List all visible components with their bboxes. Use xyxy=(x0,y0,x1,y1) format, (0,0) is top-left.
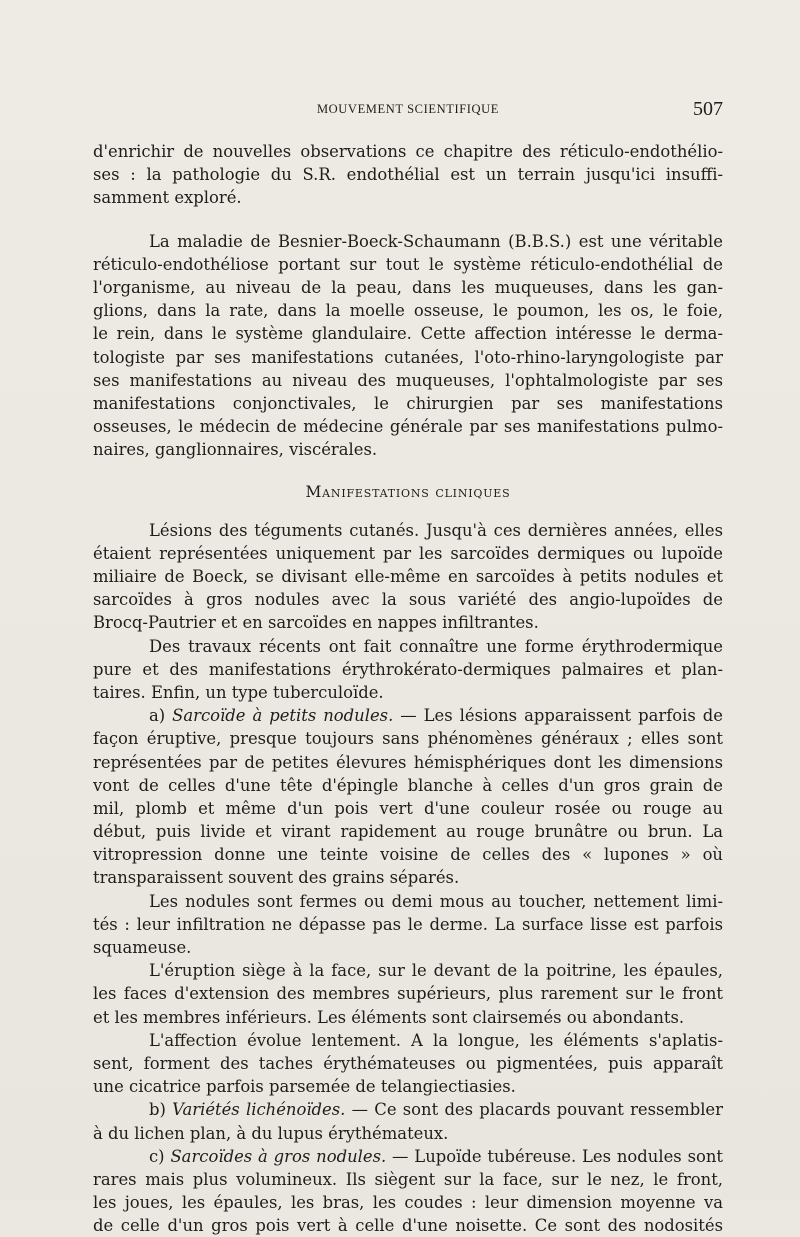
text-line: Brocq-Pautrier et en sarcoïdes en nappes infiltrantes. xyxy=(93,613,539,633)
text-line: sarcoïdes à gros nodules avec la sous variété des angio-lupoïdes de xyxy=(93,590,723,610)
item-marker: a) xyxy=(149,706,173,726)
text-line: Des travaux récents ont fait connaître une forme érythrodermique xyxy=(149,636,723,656)
text-line: et les membres inférieurs. Les éléments sont clairsemés ou abondants. xyxy=(93,1007,685,1027)
text-line: tologiste par ses manifestations cutanées, l'oto-rhino-laryngologiste par xyxy=(93,347,723,367)
text-line: une cicatrice parfois parsemée de telangiectiasies. xyxy=(93,1077,516,1097)
page-number: 507 xyxy=(693,98,723,120)
text-line: de celle d'un gros pois vert à celle d'une noisette. Ce sont des nodosités xyxy=(93,1216,723,1236)
item-marker: c) xyxy=(149,1146,171,1166)
item-heading: Sarcoïdes à gros nodules. xyxy=(170,1146,387,1166)
page-header xyxy=(93,98,723,122)
text-line: tés : leur infiltration ne dépasse pas le derme. La surface lisse est parfois xyxy=(93,914,723,934)
text-line: représentées par de petites élevures hémisphériques dont les dimensions xyxy=(93,752,723,772)
text-line: ses : la pathologie du S.R. endothélial est un terrain jusqu'ici insuffi- xyxy=(93,165,723,185)
item-text: — Les lésions apparaissent parfois de xyxy=(393,706,723,726)
text-line: manifestations conjonctivales, le chirurgien par ses manifestations xyxy=(93,393,723,413)
text-line: le rein, dans le système glandulaire. Cette affection intéresse le derma- xyxy=(93,324,723,344)
text-line: mil, plomb et même d'un pois vert d'une couleur rosée ou rouge au xyxy=(93,798,723,818)
text-line: vitropression donne une teinte voisine de celles des « lupones » où xyxy=(93,845,723,865)
text-line: glions, dans la rate, dans la moelle osseuse, le poumon, les os, le foie, xyxy=(93,301,723,321)
text-line: samment exploré. xyxy=(93,188,242,208)
text-line xyxy=(93,704,723,727)
text-line: naires, ganglionnaires, viscérales. xyxy=(93,440,378,460)
text-line: squameuse. xyxy=(93,938,192,957)
text-line: L'éruption siège à la face, sur le devant de la poitrine, les épaules, xyxy=(149,961,723,981)
text-line: La maladie de Besnier-Boeck-Schaumann (B.B.S.) est une véritable xyxy=(149,231,723,251)
text-line: Lésions des téguments cutanés. Jusqu'à ces dernières années, elles xyxy=(149,520,723,540)
item-text: — Lupoïde tubéreuse. Les nodules sont xyxy=(386,1146,723,1166)
text-line: façon éruptive, presque toujours sans phénomènes généraux ; elles sont xyxy=(93,729,723,749)
text-line: les faces d'extension des membres supérieurs, plus rarement sur le front xyxy=(93,984,723,1004)
text-line: étaient représentées uniquement par les sarcoïdes dermiques ou lupoïde xyxy=(93,543,723,563)
text-line: ses manifestations au niveau des muqueuses, l'ophtalmologiste par ses xyxy=(93,370,723,390)
text-line: à du lichen plan, à du lupus érythémateux. xyxy=(93,1123,449,1143)
text-line: Les nodules sont fermes ou demi mous au toucher, nettement limi- xyxy=(149,891,723,911)
body-text xyxy=(93,140,723,1237)
item-text: — Ce sont des placards pouvant ressembler xyxy=(345,1100,723,1120)
running-head: MOUVEMENT SCIENTIFIQUE xyxy=(316,102,500,116)
text-line: sent, forment des taches érythémateuses ou pigmentées, puis apparaît xyxy=(93,1053,723,1073)
text-line: les joues, les épaules, les bras, les coudes : leur dimension moyenne va xyxy=(93,1193,723,1213)
text-line: pure et des manifestations érythrokérato-dermiques palmaires et plan- xyxy=(93,659,723,679)
text-line: osseuses, le médecin de médecine générale par ses manifestations pulmo- xyxy=(93,417,723,437)
text-line xyxy=(93,1098,723,1121)
text-line: l'organisme, au niveau de la peau, dans les muqueuses, dans les gan- xyxy=(93,277,723,297)
text-line: miliaire de Boeck, se divisant elle-même en sarcoïdes à petits nodules et xyxy=(93,567,723,586)
text-line: réticulo-endothéliose portant sur tout le système réticulo-endothélial de xyxy=(93,254,723,274)
text-line: taires. Enfin, un type tuberculoïde. xyxy=(93,682,384,702)
item-heading: Variétés lichénoïdes. xyxy=(172,1100,346,1120)
text-line: rares mais plus volumineux. Ils siègent sur la face, sur le nez, le front, xyxy=(93,1169,723,1189)
item-marker: b) xyxy=(149,1100,173,1120)
text-line: transparaissent souvent des grains séparés. xyxy=(93,868,460,888)
text-line: début, puis livide et virant rapidement au rouge brunâtre ou brun. La xyxy=(93,822,723,842)
text-line: d'enrichir de nouvelles observations ce chapitre des réticulo-endothélio- xyxy=(93,142,723,161)
item-heading: Sarcoïde à petits nodules. xyxy=(172,706,394,726)
text-line: vont de celles d'une tête d'épingle blanche à celles d'un gros grain de xyxy=(93,775,723,795)
section-title: Manifestations cliniques xyxy=(305,483,511,502)
text-line: L'affection évolue lentement. A la longue, les éléments s'aplatis- xyxy=(149,1030,723,1050)
text-line xyxy=(93,1145,723,1168)
